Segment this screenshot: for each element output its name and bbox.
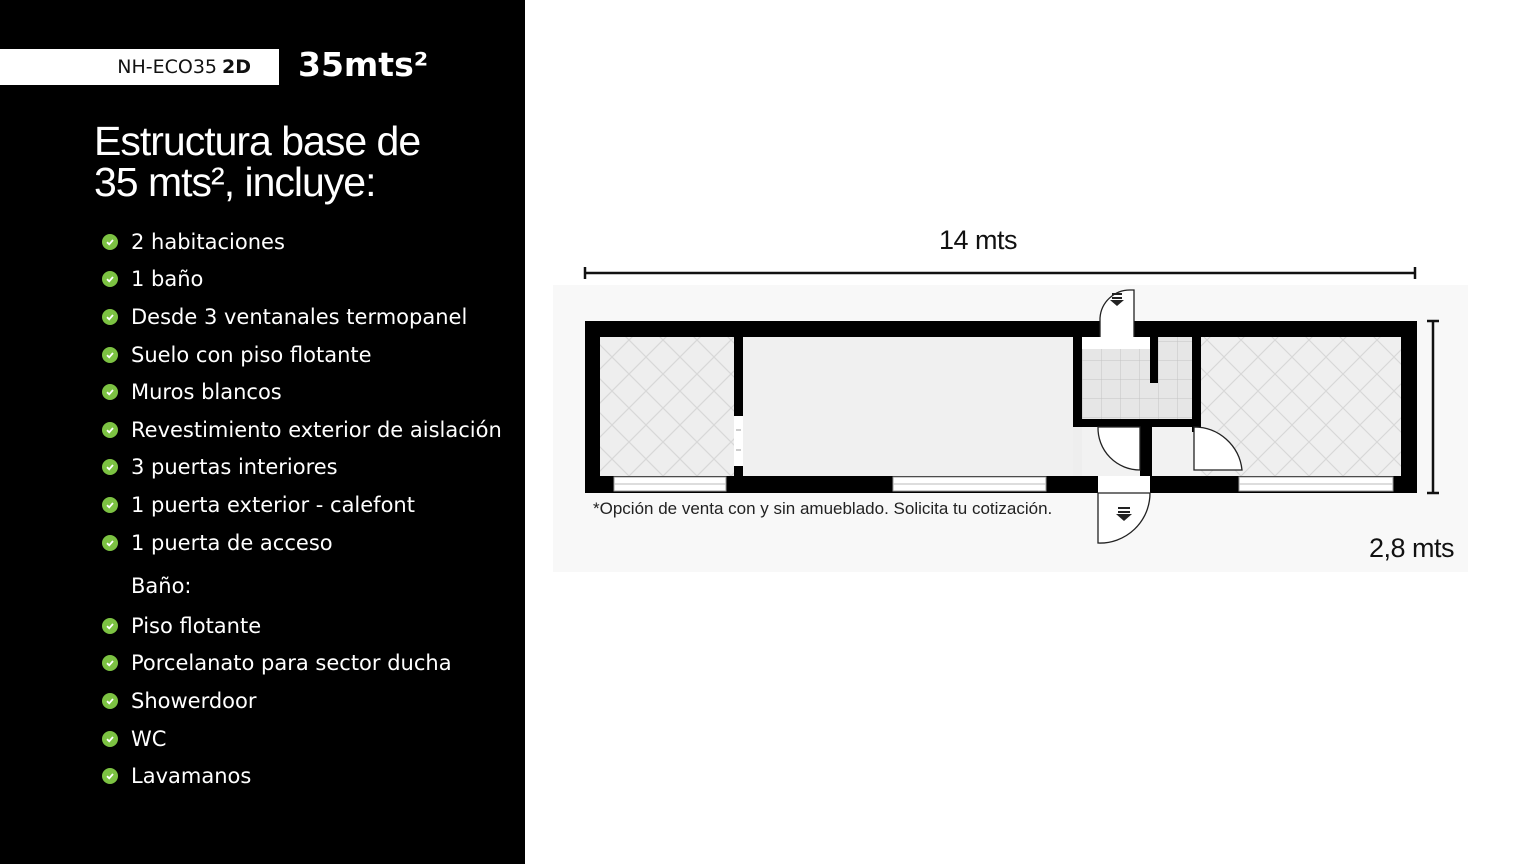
list-item — [102, 486, 502, 524]
headline-line-2: 35 mts², incluye: — [94, 159, 376, 205]
width-label: 2,8 mts — [1369, 533, 1455, 563]
check-icon — [102, 271, 118, 287]
list-item — [102, 336, 502, 374]
check-icon — [102, 384, 118, 400]
bath-section-label: Baño: — [131, 574, 192, 598]
check-icon — [102, 309, 118, 325]
feature-label: Muros blancos — [131, 380, 282, 405]
feature-label: 3 puertas interiores — [131, 455, 338, 480]
check-icon — [102, 497, 118, 513]
bathroom-upper — [1082, 337, 1150, 349]
bath-feature-list — [102, 607, 452, 795]
feature-label: Desde 3 ventanales termopanel — [131, 304, 468, 329]
list-item — [102, 261, 502, 299]
headline-line-1: Estructura base de — [94, 118, 421, 164]
feature-label: Piso flotante — [131, 613, 262, 638]
interior-wall — [734, 337, 743, 416]
check-icon — [102, 234, 118, 250]
bathroom-floor — [1082, 349, 1192, 419]
bathroom-tile-strip — [1158, 337, 1192, 349]
length-dimension-line — [585, 267, 1415, 279]
interior-wall — [734, 466, 743, 476]
list-item — [102, 607, 452, 645]
check-icon — [102, 768, 118, 784]
list-item — [102, 411, 502, 449]
length-label: 14 mts — [939, 225, 1018, 255]
list-item — [102, 720, 452, 758]
feature-label: WC — [131, 726, 167, 751]
feature-list — [102, 223, 502, 561]
bathroom-partition — [1150, 337, 1158, 383]
list-item — [102, 298, 502, 336]
feature-label: Porcelanato para sector ducha — [131, 651, 452, 676]
feature-label: 1 puerta de acceso — [131, 530, 333, 555]
headline — [94, 118, 514, 205]
check-icon — [102, 535, 118, 551]
feature-label: Suelo con piso flotante — [131, 342, 372, 367]
floor-plan — [545, 225, 1480, 580]
feature-label: 1 baño — [131, 267, 204, 292]
list-item — [102, 682, 452, 720]
list-item — [102, 449, 502, 487]
check-icon — [102, 655, 118, 671]
living-area — [743, 337, 1073, 476]
list-item — [102, 757, 452, 795]
feature-label: 2 habitaciones — [131, 229, 285, 254]
list-item — [102, 524, 502, 562]
check-icon — [102, 618, 118, 634]
model-badge — [0, 49, 279, 85]
check-icon — [102, 459, 118, 475]
check-icon — [102, 347, 118, 363]
check-icon — [102, 693, 118, 709]
feature-label: Lavamanos — [131, 764, 252, 789]
model-suffix: 2D — [222, 56, 251, 78]
sales-note: *Opción de venta con y sin amueblado. Solicita tu cotización. — [593, 499, 1053, 518]
list-item — [102, 645, 452, 683]
list-item — [102, 223, 502, 261]
check-icon — [102, 422, 118, 438]
list-item — [102, 373, 502, 411]
entrance-door-opening — [1098, 476, 1150, 493]
feature-label: Revestimiento exterior de aislación — [131, 417, 502, 442]
check-icon — [102, 731, 118, 747]
area-title: 35mts² — [298, 45, 429, 84]
bedroom-left-pattern — [600, 337, 734, 476]
feature-label: Showerdoor — [131, 688, 257, 713]
hall-wall — [1140, 427, 1152, 476]
info-panel — [0, 0, 525, 864]
feature-label: 1 puerta exterior - calefont — [131, 492, 415, 517]
model-code: NH-ECO35 — [117, 56, 217, 78]
door-opening — [734, 416, 743, 466]
